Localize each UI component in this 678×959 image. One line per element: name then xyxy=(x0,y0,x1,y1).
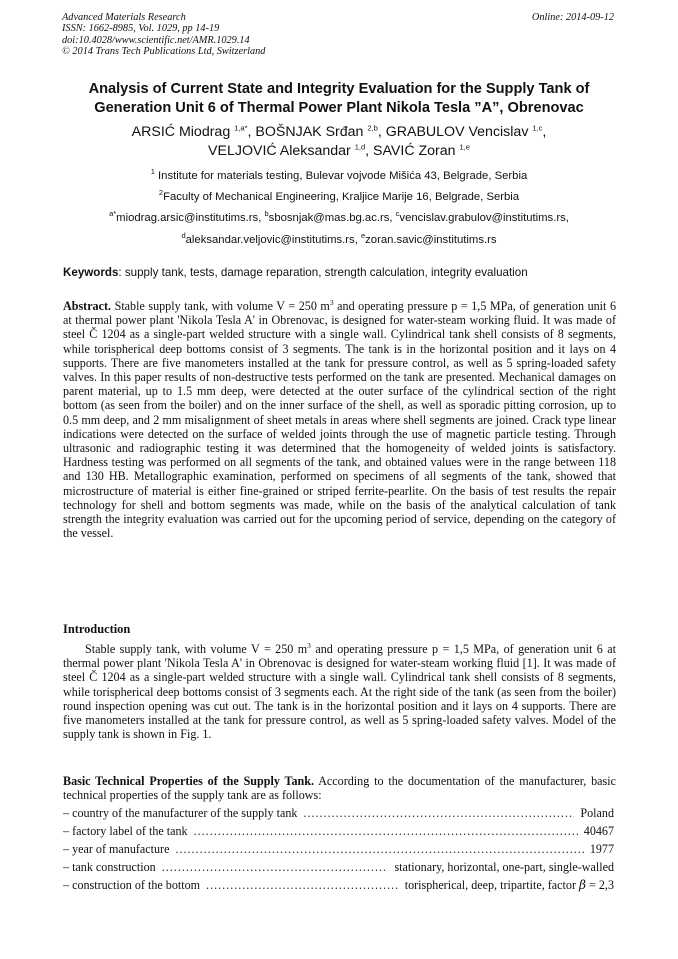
property-label: – year of manufacture xyxy=(63,842,170,856)
title-line-1: Analysis of Current State and Integrity Evaluation for the Supply Tank of xyxy=(88,81,590,97)
author-superscript: 1,c xyxy=(532,123,543,133)
leader-dots xyxy=(162,860,389,875)
author-name: , SAVIĆ Zoran xyxy=(365,143,460,159)
email-marker: c xyxy=(395,209,400,219)
intro-text: Stable supply tank, with volume V = 250 m xyxy=(85,642,308,656)
author-name: ARSIĆ Miodrag xyxy=(131,124,235,140)
property-row xyxy=(63,878,614,896)
property-value-text: = 2,3 xyxy=(586,878,614,892)
property-row xyxy=(63,842,614,860)
title-line-2: Generation Unit 6 of Thermal Power Plant Nikola Tesla ”A”, Obrenovac xyxy=(94,100,584,116)
abstract xyxy=(63,299,616,540)
author-separator: , xyxy=(542,124,547,140)
email-link[interactable]: sbosnjak@mas.bg.ac.rs, xyxy=(268,212,396,224)
copyright-line: © 2014 Trans Tech Publications Ltd, Switzerland xyxy=(62,46,266,58)
email-link[interactable]: vencislav.grabulov@institutims.rs, xyxy=(399,212,569,224)
leader-dots xyxy=(303,806,574,821)
author-name: , GRABULOV Vencislav xyxy=(377,124,533,140)
leader-dots xyxy=(206,878,399,893)
beta-symbol: β xyxy=(579,878,586,892)
property-label: – construction of the bottom xyxy=(63,878,201,892)
author-name: VELJOVIĆ Aleksandar xyxy=(208,143,355,159)
keywords-text: : supply tank, tests, damage reparation, strength calculation, integrity evaluation xyxy=(118,266,528,279)
author-line-2 xyxy=(58,142,620,161)
property-label: – factory label of the tank xyxy=(63,824,188,838)
email-marker: d xyxy=(181,231,186,241)
leader-dots xyxy=(194,824,578,839)
email-marker: b xyxy=(264,209,269,219)
abstract-text: and operating pressure p = 1,5 MPa, of generation unit 6 at thermal power plant 'Nikola Tesla A' in Obrenovac, is designed for water-steam working fluid. It was made of steel Č 1204 as a single-part welded structure with a single wall. Cylindrical tank shell consists of 8 segments, while torispherical deep bottoms consist of 3 segments. The tank is in the horizontal position and it lays on 4 supports. There are five manometers installed at the tank for pressure control, as well as 5 spring-loaded safety valves. In this paper results of non-destructive tests performed on the tank are presented. Mechanical damages on parent material, up to 1.5 mm deep, were detected at the outer surface of the cylindrical section of the right bottom (as seen from the boiler) and on the inner surface of the shell, as well as sporadic pitting corrosion, up to 0.5 mm deep, and 2 mm misalignment of sheet metals in areas where shell segments are joined. Crack type linear indications were detected on the surface of welded joints through the use of magnetic particle testing. Through ultrasonic and radiographic testing it was determined that the homogeneity of welded joints is satisfactory. Hardness testing was performed on all segments of the tank, and obtained values were in the range between 118 and 130 HB. Metallographic examination, performed on specimens of all segments of the tank, showed that microstructure of material is either fine-grained or striped ferrite-pearlite. On the basis of test results the repair technology for shell and bottom segments was made, while on the basis of the analytical calculation of tank strength the integrity evaluation was carried out for the upcoming period of service, depending on the category of the vessel. xyxy=(63,299,617,541)
author-superscript: 1,a* xyxy=(234,123,248,133)
property-row xyxy=(63,806,614,824)
keywords-label: Keywords xyxy=(63,266,119,279)
author-superscript: 1,d xyxy=(354,142,366,152)
email-marker: e xyxy=(360,231,366,241)
property-value: stationary, horizontal, one-part, single-walled xyxy=(394,860,614,874)
author-superscript: 1,e xyxy=(459,142,470,152)
issn-line: ISSN: 1662-8985, Vol. 1029, pp 14-19 xyxy=(62,23,220,35)
author-line-1 xyxy=(58,123,620,142)
doi-line: doi:10.4028/www.scientific.net/AMR.1029.14 xyxy=(62,34,250,46)
property-value: 40467 xyxy=(583,824,614,838)
email-line-1 xyxy=(58,211,620,225)
section-heading-introduction: Introduction xyxy=(63,622,131,636)
superscript: 3 xyxy=(307,640,311,650)
properties-list xyxy=(63,806,614,896)
property-value xyxy=(405,878,614,893)
property-value-text: torispherical, deep, tripartite, factor xyxy=(404,878,579,892)
affiliation-marker: 2 xyxy=(158,188,164,198)
superscript: 3 xyxy=(329,297,334,307)
email-line-2 xyxy=(58,233,620,247)
abstract-text: Stable supply tank, with volume V = 250 m xyxy=(111,299,330,313)
paper-title xyxy=(58,80,620,118)
author-superscript: 2,b xyxy=(367,123,378,133)
online-date: Online: 2014-09-12 xyxy=(531,12,614,23)
affiliation-2 xyxy=(58,190,620,204)
affiliation-text: Faculty of Mechanical Engineering, Kraljice Marije 16, Belgrade, Serbia xyxy=(163,191,520,203)
property-label: – country of the manufacturer of the supply tank xyxy=(63,806,298,820)
email-link[interactable]: aleksandar.veljovic@institutims.rs, xyxy=(185,234,361,246)
affiliation-marker: 1 xyxy=(150,167,155,177)
property-label: – tank construction xyxy=(63,860,156,874)
basic-properties-text: According to the documentation of the manufacturer, basic technical properties of the supply tank are as follows: xyxy=(63,774,616,803)
property-value: 1977 xyxy=(589,842,614,856)
email-link[interactable]: miodrag.arsic@institutims.rs, xyxy=(116,212,265,224)
property-row xyxy=(63,824,614,842)
author-list xyxy=(58,123,620,161)
email-link[interactable]: zoran.savic@institutims.rs xyxy=(365,234,497,246)
journal-name: Advanced Materials Research xyxy=(62,12,186,23)
email-marker: a* xyxy=(109,209,117,219)
abstract-label: Abstract. xyxy=(63,299,112,313)
basic-properties-heading: Basic Technical Properties of the Supply Tank. xyxy=(63,774,315,788)
property-row xyxy=(63,860,614,878)
affiliation-text: Institute for materials testing, Bulevar vojvode Mišića 43, Belgrade, Serbia xyxy=(154,170,528,182)
basic-properties-paragraph xyxy=(63,774,616,802)
intro-text: and operating pressure p = 1,5 MPa, of generation unit 6 at thermal power plant 'Nikola Tesla A' in Obrenovac is designed for water-steam working fluid [1]. It was made of steel Č 1204 as a single-part welded structure with a single wall. Cylindrical tank shell consists of 8 segments, while torispherical deep bottoms consist of 3 segments each. At the right side of the tank (as seen from the boiler) round inspection opening was cut out. The tank is in the horizontal position and it lays on 4 supports. There are five manometers installed at the tank for pressure control, as well as 5 spring-loaded safety valves. Model of the supply tank is shown in Fig. 1. xyxy=(63,642,616,742)
affiliation-1 xyxy=(58,169,620,183)
keywords xyxy=(63,266,623,279)
author-name: , BOŠNJAK Srđan xyxy=(247,124,368,140)
introduction-paragraph xyxy=(63,642,616,741)
leader-dots xyxy=(175,842,583,857)
property-value: Poland xyxy=(580,806,614,820)
